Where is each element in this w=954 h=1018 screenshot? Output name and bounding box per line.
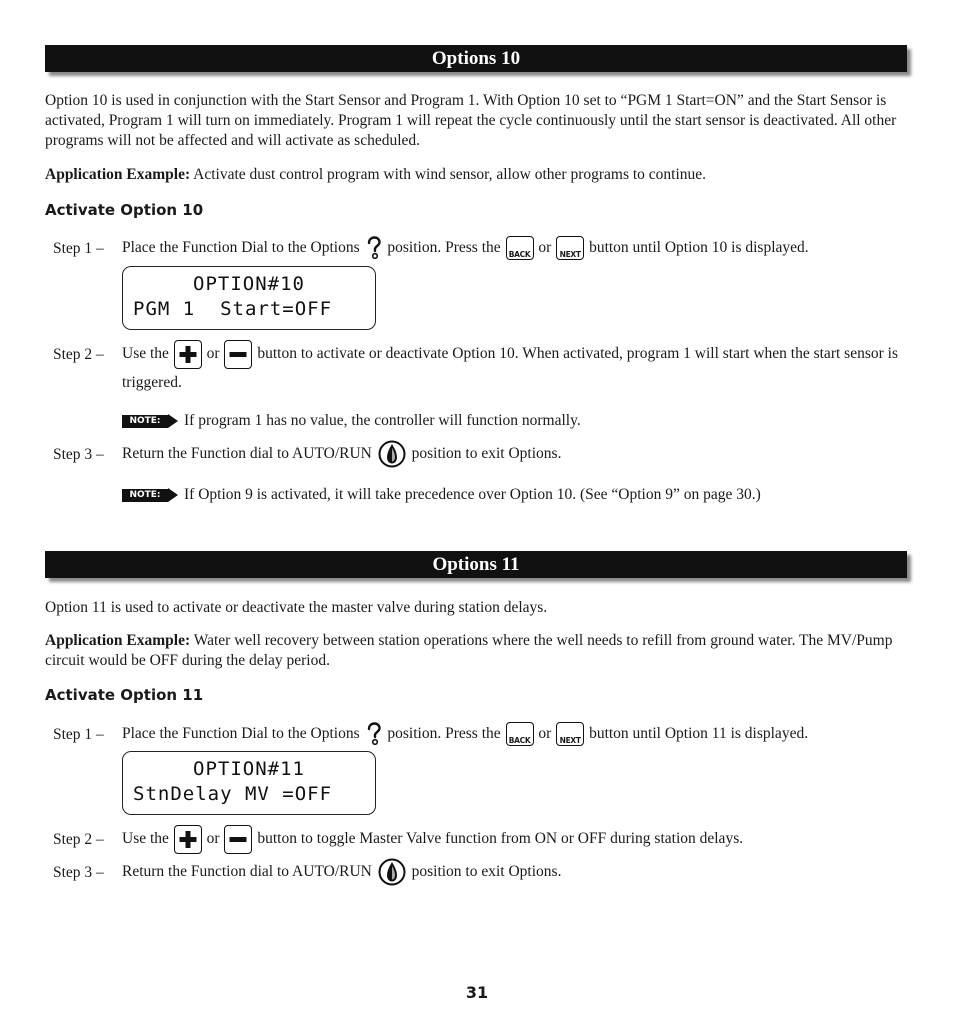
- lcd-line-1: OPTION#10: [193, 273, 305, 295]
- step-1-text: Place the Function Dial to the Options position. Press the BACK or NEXT button until Option 10 is displayed.: [122, 234, 912, 262]
- plus-button[interactable]: [174, 825, 202, 854]
- question-mark-icon: [366, 236, 382, 260]
- back-button[interactable]: BACK: [506, 722, 534, 746]
- activate-option-11-heading: Activate Option 11: [45, 686, 204, 704]
- step-2-text: Use the or button to activate or deactivate Option 10. When activated, program 1 will start when the start sensor is triggered.: [122, 340, 912, 397]
- step-1-label: Step 1 –: [53, 240, 104, 257]
- note-tag: NOTE:: [122, 488, 180, 503]
- option-10-application-example: [45, 165, 915, 185]
- note-1-text: If program 1 has no value, the controller will function normally.: [184, 412, 581, 429]
- auto-run-dial-icon: [378, 858, 406, 886]
- step-2-label: Step 2 –: [53, 831, 104, 848]
- step-3-text: Return the Function dial to AUTO/RUN position to exit Options.: [122, 858, 912, 886]
- step-3-label: Step 3 –: [53, 864, 104, 881]
- next-button[interactable]: NEXT: [556, 236, 584, 260]
- step-2-text: Use the or button to toggle Master Valve function from ON or OFF during station delays.: [122, 825, 912, 854]
- note-1: [122, 412, 581, 430]
- page-number: 31: [465, 983, 489, 1002]
- step-2-label: Step 2 –: [53, 346, 104, 363]
- plus-button[interactable]: [174, 340, 202, 369]
- note-tag: NOTE:: [122, 414, 180, 429]
- section-header-options-10: Options 10: [45, 45, 907, 72]
- option-11-description: Option 11 is used to activate or deactivate the master valve during station delays.: [45, 599, 548, 616]
- lcd-line-2: PGM 1 Start=OFF: [133, 298, 333, 320]
- minus-button[interactable]: [224, 340, 252, 369]
- minus-icon: [225, 826, 251, 853]
- plus-icon: [175, 341, 201, 368]
- next-button[interactable]: NEXT: [556, 722, 584, 746]
- application-example-label: Application Example:: [45, 632, 191, 649]
- lcd-display-option-11: [122, 751, 376, 815]
- application-example-label: Application Example:: [45, 166, 191, 183]
- option-11-application-example: [45, 631, 915, 671]
- back-button[interactable]: BACK: [506, 236, 534, 260]
- lcd-line-2: StnDelay MV =OFF: [133, 783, 333, 805]
- application-example-text: Activate dust control program with wind sensor, allow other programs to continue.: [190, 166, 707, 183]
- minus-icon: [225, 341, 251, 368]
- minus-button[interactable]: [224, 825, 252, 854]
- note-2: [122, 486, 761, 504]
- step-3-text: Return the Function dial to AUTO/RUN position to exit Options.: [122, 440, 912, 468]
- plus-icon: [175, 826, 201, 853]
- step-1-label: Step 1 –: [53, 726, 104, 743]
- lcd-display-option-10: [122, 266, 376, 330]
- step-3-label: Step 3 –: [53, 446, 104, 463]
- auto-run-dial-icon: [378, 440, 406, 468]
- step-1-text: Place the Function Dial to the Options position. Press the BACK or NEXT button until Option 11 is displayed.: [122, 720, 912, 748]
- note-2-text: If Option 9 is activated, it will take precedence over Option 10. (See “Option 9” on page 30.): [184, 486, 761, 503]
- application-example-text: Water well recovery between station operations where the well needs to refill from ground water. The MV/Pump circuit would be OFF during the delay period.: [45, 632, 893, 669]
- option-10-description: Option 10 is used in conjunction with the Start Sensor and Program 1. With Option 10 set to “PGM 1 Start=ON” and the Start Sensor is activated, Program 1 will turn on immediately. Program 1 will repeat the cycle continuously until the start sensor is deactivated. All other programs will not be affected and will activate as scheduled.: [45, 92, 897, 149]
- question-mark-icon: [366, 722, 382, 746]
- activate-option-10-heading: Activate Option 10: [45, 201, 204, 219]
- lcd-line-1: OPTION#11: [193, 758, 305, 780]
- section-header-options-11: Options 11: [45, 551, 907, 578]
